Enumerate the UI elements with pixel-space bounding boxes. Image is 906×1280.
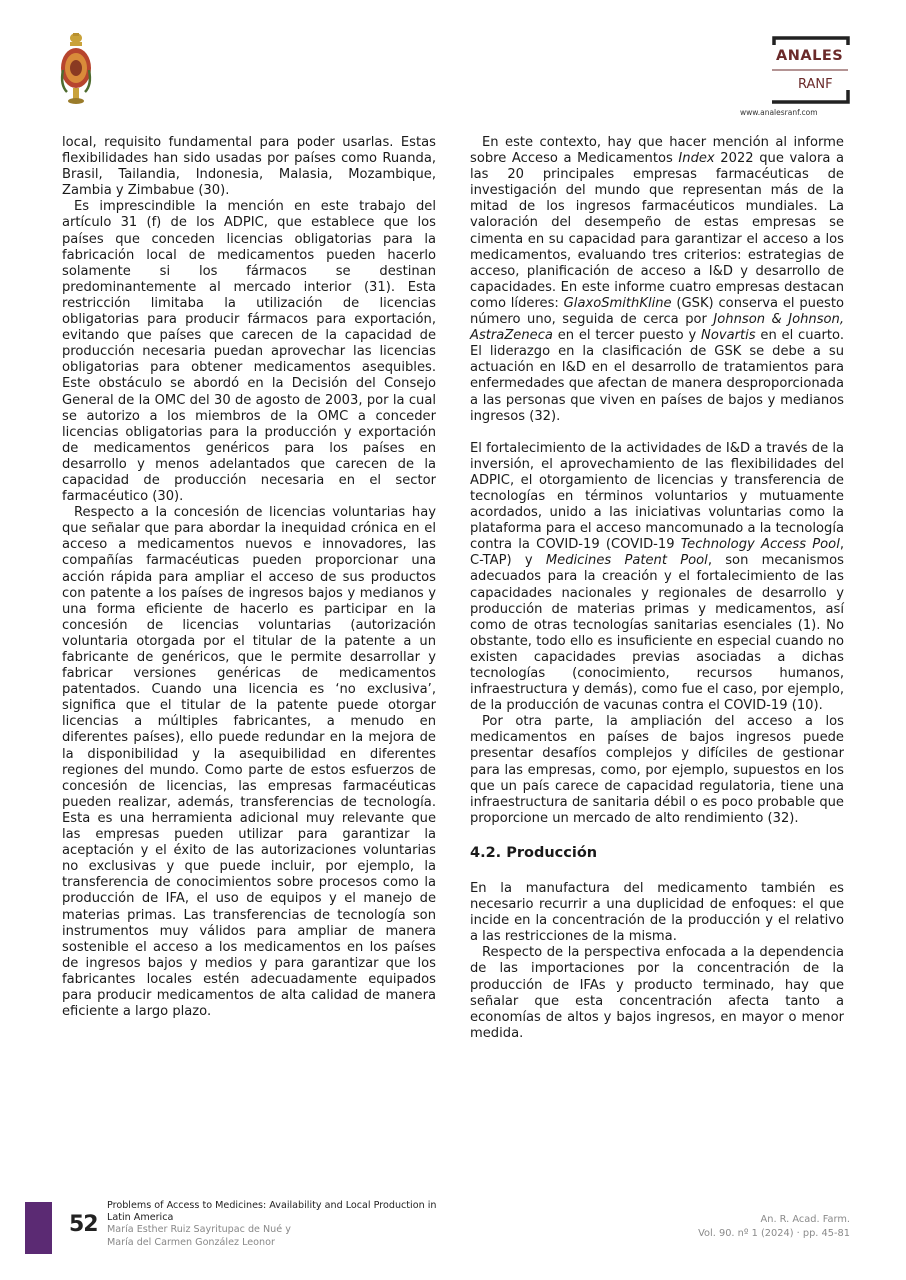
italic-run: Index — [678, 151, 715, 167]
italic-run: Johnson & Johnson, AstraZeneca — [470, 312, 844, 344]
right-column — [470, 135, 844, 1042]
text-run: en el tercer puesto y — [552, 328, 702, 344]
paragraph — [470, 135, 844, 425]
paragraph: local, requisito fundamental para poder usarlas. Estas flexibilidades han sido usadas por países como Ruanda, Brasil, Tailandia, Indonesia, Malasia, Mozambique, Zambia y Zimbabue (30). — [62, 135, 436, 199]
footer-article-title: Problems of Access to Medicines: Availability and Local Production in Latin America — [107, 1200, 437, 1224]
footer-authors-line2: María del Carmen González Leonor — [107, 1236, 275, 1248]
paragraph: Es imprescindible la mención en este trabajo del artículo 31 (f) de los ADPIC, que establece que los países que conceden licencias obligatorias para la fabricación local de medicamentos pueden hacerlo solamente si los fármacos se destinan predominantemente al mercado interior (31). Esta restricción limitaba la utilización de licencias obligatorias para producir fármacos para exportación, evitando que países que carecen de la capacidad de producción necesaria puedan aprovechar las licencias obligatorias para obtener medicamentos asequibles. Este obstáculo se abordó en la Decisión del Consejo General de la OMC del 30 de agosto de 2003, por la cual se autorizo a los miembros de la OMC a conceder licencias obligatorias para la producción y exportación de medicamentos genéricos para los países en desarrollo y menos adelantados que carecen de la capacidad de producción necesaria en el sector farmacéutico (30). — [62, 199, 436, 505]
text-run: , son mecanismos adecuados para la creación y el fortalecimiento de las capacidades nacionales y regionales de desarrollo y producción de materias primas y medicamentos, así como de otras tecnologías sanitarias esenciales (1). No obstante, todo ello es insuficiente en especial cuando no existen capacidades previas asociadas a dichas tecnologías (conocimiento, recursos humanos, infraestructura y demás), como fue el caso, por ejemplo, de la producción de vacunas contra el COVID-19 (10). — [470, 553, 844, 714]
logo-ranf-text: RANF — [798, 77, 833, 92]
italic-run: Medicines Patent Pool — [545, 553, 708, 569]
page-number: 52 — [69, 1212, 98, 1237]
text-run: En la manufactura del medicamento también es necesario recurrir a una duplicidad de enfoques: el que incide en la concentración de la producción y el relativo a las restricciones de la misma. — [470, 880, 844, 945]
footer-journal-info — [698, 1213, 850, 1240]
italic-run: GlaxoSmithKline — [563, 295, 672, 311]
text-run: Por otra parte, la ampliación del acceso a los medicamentos en países de bajos ingresos puede presentar desafíos complejos y difíciles de gestionar para las empresas, como, por ejemplo, supuestos en los que un país carece de capacidad regulatoria, tiene una infraestructura de sanitaria débil o es poco probable que proporcione un mercado de alto rendimiento (32). — [470, 714, 844, 826]
text-run: En este contexto, hay que hacer mención al informe sobre Acceso a Medicamentos — [470, 135, 844, 167]
analesranf-logo — [738, 36, 854, 118]
paragraph: Respecto a la concesión de licencias voluntarias hay que señalar que para abordar la inequidad crónica en el acceso a medicamentos nuevos e innovadores, las compañías farmacéuticas pueden proporcionar una acción rápida para ampliar el acceso de sus productos con patente a los países de ingresos bajos y medianos y una forma eficiente de hacerlo es participar en la concesión de licencias voluntarias (autorización voluntaria otorgada por el titular de la patente a un fabricante de genéricos, que le permite desarrollar y fabricar versiones genéricas de medicamentos patentados. Cuando una licencia es ‘no exclusiva’, significa que el titular de la patente puede otorgar licencias a múltiples fabricantes, a menudo en diferentes países), ello puede redundar en la mejora de la disponibilidad y la asequibilidad en diferentes regiones del mundo. Como parte de estos esfuerzos de concesión de licencias, las empresas farmacéuticas pueden realizar, además, transferencias de tecnología. Esta es una herramienta adicional muy relevante que las empresas pueden utilizar para garantizar la aceptación y el éxito de las autorizaciones voluntarias no exclusivas y que puede incluir, por ejemplo, la transferencia de conocimientos sobre procesos como la producción de IFA, el uso de equipos y el manejo de materias primas. Las transferencias de tecnología son instrumentos muy válidos para ampliar de manera sostenible el acceso a los medicamentos en los países de ingresos bajos y medios y para garantizar que los fabricantes locales estén adecuadamente equipados para producir medicamentos de alta calidad de manera eficiente a largo plazo. — [62, 505, 436, 1020]
footer-citation — [107, 1200, 447, 1249]
text-run: en el cuarto. El liderazgo en la clasificación de GSK se debe a su actuación en I&D en el desarrollo de tratamientos para enfermedades que afectan de manera desproporcionada a las personas que viven en países de bajos y medianos ingresos (32). — [470, 328, 844, 424]
paragraph — [470, 881, 844, 945]
footer-authors-line1: María Esther Ruiz Sayritupac de Nué y — [107, 1224, 291, 1236]
logo-url: www.analesranf.com — [740, 108, 818, 117]
text-run: 2022 que valora a las 20 principales empresas farmacéuticas de investigación del mundo que representan más de la mitad de los ingresos farmacéuticos mundiales. La valoración del desempeño de estas empresas se cimenta en su capacidad para garantizar el acceso a los medicamentos, evaluando tres criterios: estrategias de acceso, planificación de acceso a I&D y desarrollo de capacidades. En este informe cuatro empresas destacan como líderes: — [470, 151, 844, 311]
paragraph — [470, 714, 844, 827]
text-run: Respecto de la perspectiva enfocada a la dependencia de las importaciones por la concentración de la producción de IFAs y producto terminado, hay que señalar que esta concentración afecta tanto a economías de altos y bajos ingresos, en mayor o menor medida. — [470, 945, 844, 1041]
italic-run: Technology Access Pool — [680, 537, 840, 553]
crest-icon — [57, 30, 95, 106]
logo-anales-text: ANALES — [776, 48, 844, 64]
paragraph — [470, 441, 844, 715]
text-run: El fortalecimiento de la actividades de I&D a través de la inversión, el aprovechamiento de las flexibilidades del ADPIC, el otorgamiento de licencias y transferencia de tecnologías en términos voluntarios y mutuamente acordados, unido a las iniciativas voluntarias como la plataforma para el acceso mancomunado a la tecnología contra la COVID-19 (COVID-19 — [470, 440, 844, 553]
left-column — [62, 135, 436, 1020]
text-run: , C-TAP) y — [470, 537, 845, 569]
italic-run: Novartis — [701, 328, 756, 344]
section-heading: 4.2. Producción — [470, 844, 598, 861]
text-run: (GSK) conserva el puesto número uno, seguida de cerca por — [470, 295, 845, 328]
footer-volume: Vol. 90. nº 1 (2024) · pp. 45-81 — [698, 1227, 850, 1239]
footer-journal-name: An. R. Acad. Farm. — [760, 1214, 850, 1225]
paragraph — [470, 945, 844, 1042]
footer-accent-bar — [25, 1202, 52, 1254]
